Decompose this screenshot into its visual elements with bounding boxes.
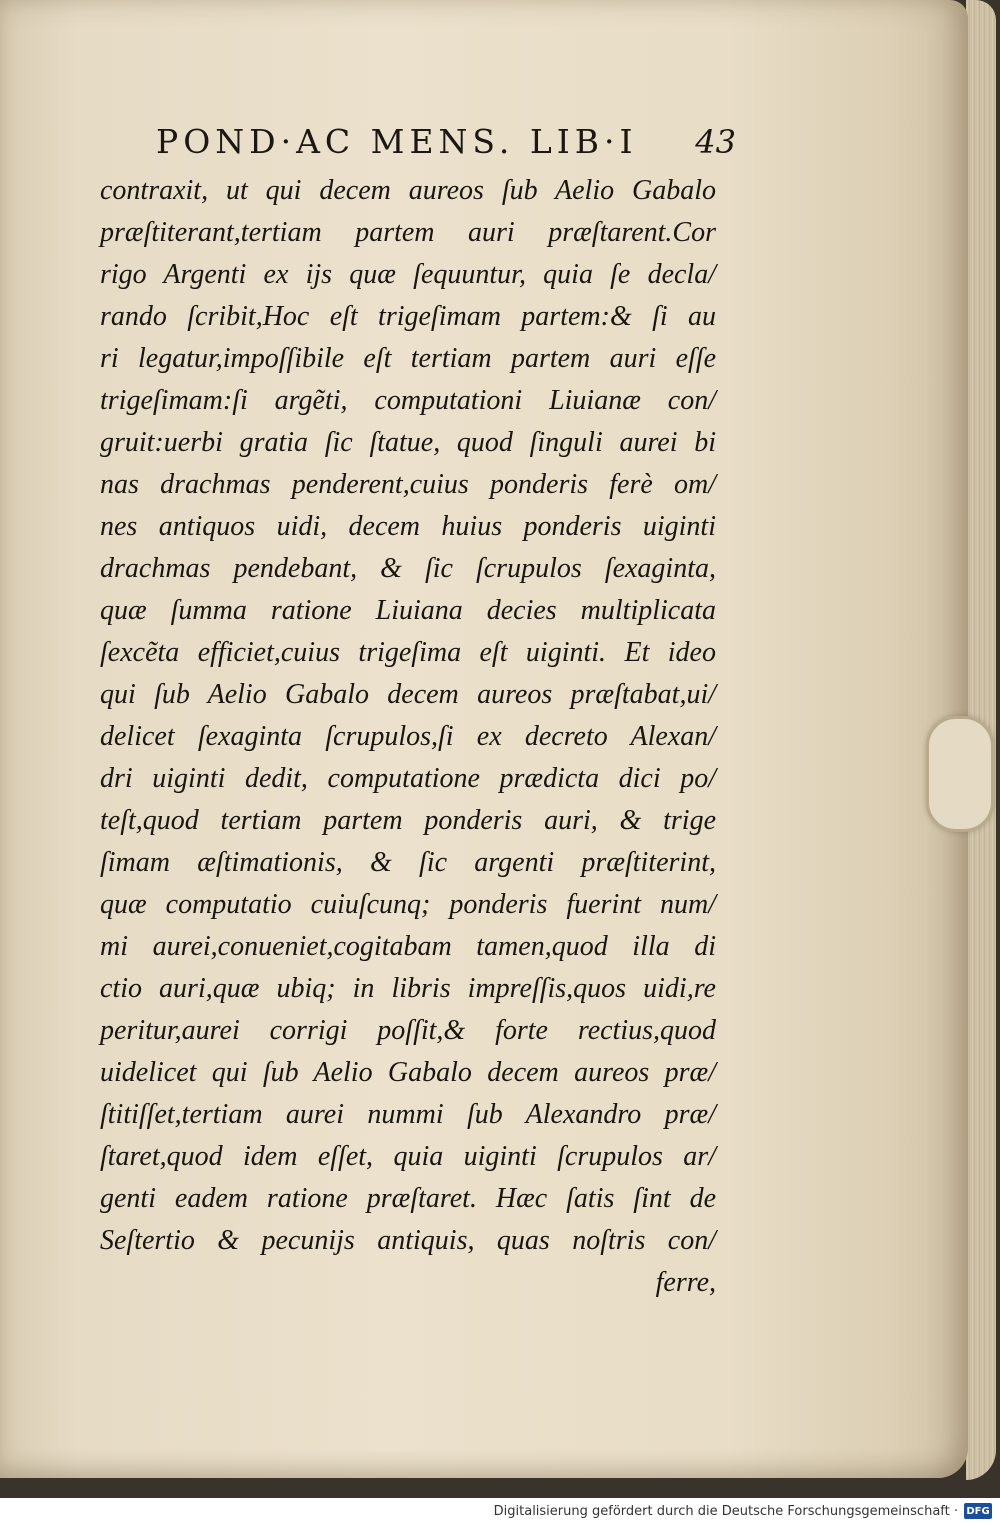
text-line: quæ computatio cuiuſcunq; ponderis fuerint num/	[100, 889, 716, 920]
running-head: POND·AC MENS. LIB·I	[156, 122, 638, 161]
text-line: ri legatur,impoſſibile eſt tertiam partem auri eſſe	[100, 343, 716, 374]
text-line: nes antiquos uidi, decem huius ponderis uiginti	[100, 511, 716, 542]
text-line: rando ſcribit,Hoc eſt trigeſimam partem:& ſi au	[100, 301, 716, 332]
text-line: nas drachmas penderent,cuius ponderis ferè om/	[100, 469, 716, 500]
text-line: præſtiterant,tertiam partem auri præſtarent.Cor	[100, 217, 716, 248]
text-line: mi aurei,conueniet,cogitabam tamen,quod illa di	[100, 931, 716, 962]
text-line: gruit:uerbi gratia ſic ſtatue, quod ſinguli aurei bi	[100, 427, 716, 458]
digitization-footer	[0, 1498, 1000, 1524]
text-line: delicet ſexaginta ſcrupulos,ſi ex decreto Alexan/	[100, 721, 716, 752]
text-line: peritur,aurei corrigi poſſit,& forte rectius,quod	[100, 1015, 716, 1046]
footer-credit: Digitalisierung gefördert durch die Deutsche Forschungsgemeinschaft ·	[493, 1503, 958, 1519]
text-line: trigeſimam:ſi argẽti, computationi Liuianæ con/	[100, 385, 716, 416]
dfg-logo-icon: DFG	[964, 1503, 992, 1519]
text-line: uidelicet qui ſub Aelio Gabalo decem aureos præ/	[100, 1057, 716, 1088]
text-line: teſt,quod tertiam partem ponderis auri, & trige	[100, 805, 716, 836]
page-header	[156, 122, 736, 166]
text-line: qui ſub Aelio Gabalo decem aureos præſtabat,ui/	[100, 679, 716, 710]
page-clip	[926, 716, 994, 832]
text-line: dri uiginti dedit, computatione prædicta dici po/	[100, 763, 716, 794]
text-line: ſexcẽta efficiet,cuius trigeſima eſt uiginti. Et ideo	[100, 637, 716, 668]
text-line: ſtitiſſet,tertiam aurei nummi ſub Alexandro præ/	[100, 1099, 716, 1130]
text-line: drachmas pendebant, & ſic ſcrupulos ſexaginta,	[100, 553, 716, 584]
catchword: ferre,	[655, 1267, 716, 1298]
text-line: Seſtertio & pecunijs antiquis, quas noſtris con/	[100, 1225, 716, 1256]
text-line: contraxit, ut qui decem aureos ſub Aelio Gabalo	[100, 175, 716, 206]
text-line: quæ ſumma ratione Liuiana decies multiplicata	[100, 595, 716, 626]
text-line: genti eadem ratione præſtaret. Hæc ſatis ſint de	[100, 1183, 716, 1214]
text-line: ſtaret,quod idem eſſet, quia uiginti ſcrupulos ar/	[100, 1141, 716, 1172]
text-line: ctio auri,quæ ubiq; in libris impreſſis,quos uidi,re	[100, 973, 716, 1004]
text-line: rigo Argenti ex ijs quæ ſequuntur, quia ſe decla/	[100, 259, 716, 290]
page-number: 43	[695, 123, 736, 161]
text-block	[100, 170, 716, 1304]
text-line: ſimam æſtimationis, & ſic argenti præſtiterint,	[100, 847, 716, 878]
